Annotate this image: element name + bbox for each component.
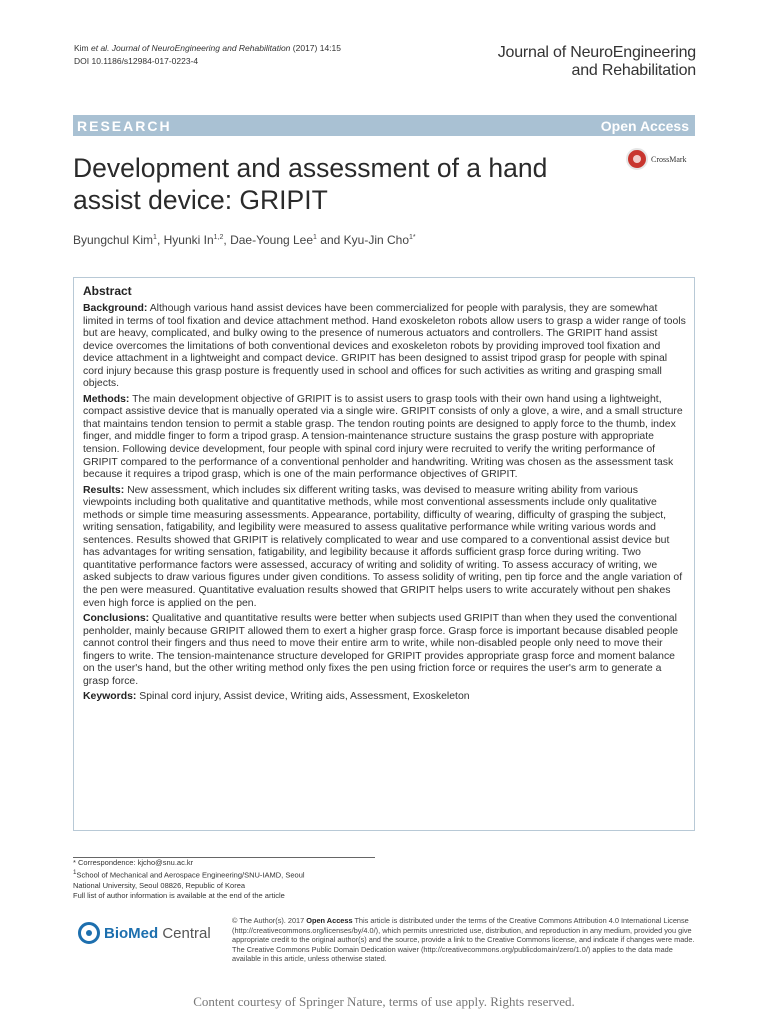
- citation-volume: (2017) 14:15: [290, 43, 341, 53]
- journal-name: [498, 44, 696, 80]
- article-type-label: RESEARCH: [77, 117, 172, 134]
- biomed-central-logo[interactable]: [78, 922, 211, 944]
- logo-rest: Central: [158, 924, 211, 942]
- author-separator: and: [316, 233, 344, 247]
- citation-authors: Kim: [74, 43, 91, 53]
- correspondence[interactable]: * Correspondence: kjcho@snu.ac.kr: [73, 858, 194, 867]
- author-affiliation-sup: 1,2: [213, 234, 224, 241]
- license-open-access: Open Access: [306, 916, 353, 925]
- citation-header: [74, 42, 341, 68]
- open-access-label: Open Access: [600, 117, 689, 134]
- article-title: Development and assessment of a hand assist device: GRIPIT: [73, 153, 548, 215]
- journal-name-line2: and Rehabilitation: [571, 62, 696, 79]
- biomed-central-wordmark: [104, 925, 211, 942]
- author-list: [73, 233, 416, 247]
- license-text: [232, 916, 696, 964]
- crossmark-label: CrossMark: [651, 154, 687, 164]
- abstract-methods: [83, 394, 686, 482]
- keywords-label: Keywords:: [83, 691, 137, 703]
- author-name[interactable]: Kyu-Jin Cho: [343, 233, 410, 247]
- affiliation-sup: 1: [73, 869, 77, 877]
- abstract-keywords: [83, 691, 686, 704]
- affiliation-line2: National University, Seoul 08826, Republic of Korea: [73, 881, 246, 891]
- author-name[interactable]: Hyunki In: [163, 233, 214, 247]
- crossmark-badge[interactable]: [626, 148, 687, 170]
- keywords-text: Spinal cord injury, Assist device, Writing aids, Assessment, Exoskeleton: [136, 691, 470, 703]
- conclusions-text: Qualitative and quantitative results were better when subjects used GRIPIT than when they used the conventional penholder, mainly because GRIPIT allowed them to exert a higher grasp force. Grasp force is important because disabled people cannot control their fingers and thus need to move their entire arm to write, while non-disabled people only need to move their fingers to write. The tension-maintenance structure developed for GRIPIT provides appropriate grasp force and moment balance on the user's hand, but the other writing method only fixes the pen using friction force or requires the user's arm to generate a grasp force.: [83, 613, 679, 687]
- results-label: Results:: [83, 484, 125, 496]
- abstract-conclusions: [83, 613, 686, 688]
- author-name[interactable]: Byungchul Kim: [73, 233, 154, 247]
- citation-journal: et al. Journal of NeuroEngineering and Rehabilitation: [91, 43, 291, 53]
- methods-text: The main development objective of GRIPIT is to assist users to grasp tools with their own hand using a lightweight, compact assistive device that is manually operated via a single wire. GRIPIT consists of only a glove, a wire, and a small structure that maintains tendon tension to permit a stable grasp. The tendon routing points are designed to apply force to the thumb, index finger, and middle finger to form a tripod grasp. A tension-maintenance structure sustains the grasp posture with appropriate tension. Following device development, four people with spinal cord injury were recruited to verify the writing performance of GRIPIT compared to the performance of a conventional penholder and handwriting. Writing was chosen as the assessment task because it requires a tripod grasp, which is one of the main performance objectives of GRIPIT.: [83, 393, 683, 481]
- doi[interactable]: DOI 10.1186/s12984-017-0223-4: [74, 56, 199, 66]
- author-separator: ,: [223, 233, 231, 247]
- conclusions-label: Conclusions:: [83, 613, 150, 625]
- author-name[interactable]: Dae-Young Lee: [230, 233, 314, 247]
- results-text: New assessment, which includes six different writing tasks, was devised to measure writing ability from various viewpoints including both qualitative and quantitative methods, while most conventional assessments include only qualitative methods or simple time measuring assessments. Appearance, portability, difficulty of wearing, difficulty of grasping the subject, writing sensation, fatigability, and legibility were measured to assess qualitative performance while writing various words and sentences. Results showed that GRIPIT is relatively complicated to wear and use compared to a conventional assist device but has advantages for writing sensation, fatigability, and legibility because it affords sufficient grasp force during writing. Two quantitative performance factors were assessed, accuracy of writing and solidity of writing. To assess accuracy of writing, we asked subjects to draw various figures under given conditions. To assess solidity of writing, pen tip force and the angle variation of the pen were measured. Quantitative evaluation results showed that GRIPIT helps users to write accurately without pen shakes even high force is applied on the pen.: [83, 484, 683, 609]
- courtesy-watermark: Content courtesy of Springer Nature, terms of use apply. Rights reserved.: [193, 994, 575, 1009]
- crossmark-icon: [626, 148, 648, 170]
- biomed-central-icon: [78, 922, 100, 944]
- background-text: Although various hand assist devices have been commercialized for people with paralysis, they are somewhat limited in terms of tool fixation and device attachment method. Hand exoskeleton robots allow users to grasp a wider range of tools but are heavy, complicated, and bulky owing to the presence of numerous actuators and controllers. The GRIPIT hand assist device overcomes the limitations of both conventional devices and exoskeleton robots by providing improved tool fixation and device attachment in a lightweight and compact device. GRIPIT has been designed to assist tripod grasp for people with spinal cord injury because this grasp posture is frequently used in school and offices for such activities as writing and grasping small objects.: [83, 303, 686, 390]
- license-copyright: © The Author(s). 2017: [232, 916, 307, 925]
- author-affiliation-sup: 1: [153, 234, 157, 241]
- research-bar: [73, 115, 695, 136]
- abstract-title: Abstract: [83, 284, 132, 298]
- methods-label: Methods:: [83, 393, 130, 405]
- journal-name-line1: Journal of NeuroEngineering: [497, 44, 696, 61]
- logo-bold: BioMed: [104, 924, 159, 942]
- abstract-background: [83, 303, 686, 391]
- citation-line: [74, 42, 341, 55]
- background-label: Background:: [83, 303, 148, 314]
- abstract-results: [83, 485, 686, 610]
- affiliation: [73, 868, 305, 881]
- author-affiliation-sup: 1*: [409, 234, 416, 241]
- affiliation-line1: School of Mechanical and Aerospace Engineering/SNU-IAMD, Seoul: [76, 870, 305, 880]
- license-body: This article is distributed under the terms of the Creative Commons Attribution 4.0 International License (http://creativecommons.org/licenses/by/4.0/), which permits unrestricted use, distribution, and reproduction in any medium, provided you give appropriate credit to the original author(s) and the source, provide a link to the Creative Commons license, and indicate if changes were made. The Creative Commons Public Domain Dedication waiver (http://creativecommons.org/publicdomain/zero/1.0/) applies to the data made available in this article, unless otherwise stated.: [232, 916, 695, 963]
- author-separator: ,: [156, 233, 164, 247]
- abstract-box: [73, 277, 695, 831]
- author-affiliation-sup: 1: [313, 234, 317, 241]
- footnotes: [73, 858, 305, 902]
- author-info-note: Full list of author information is available at the end of the article: [73, 891, 285, 901]
